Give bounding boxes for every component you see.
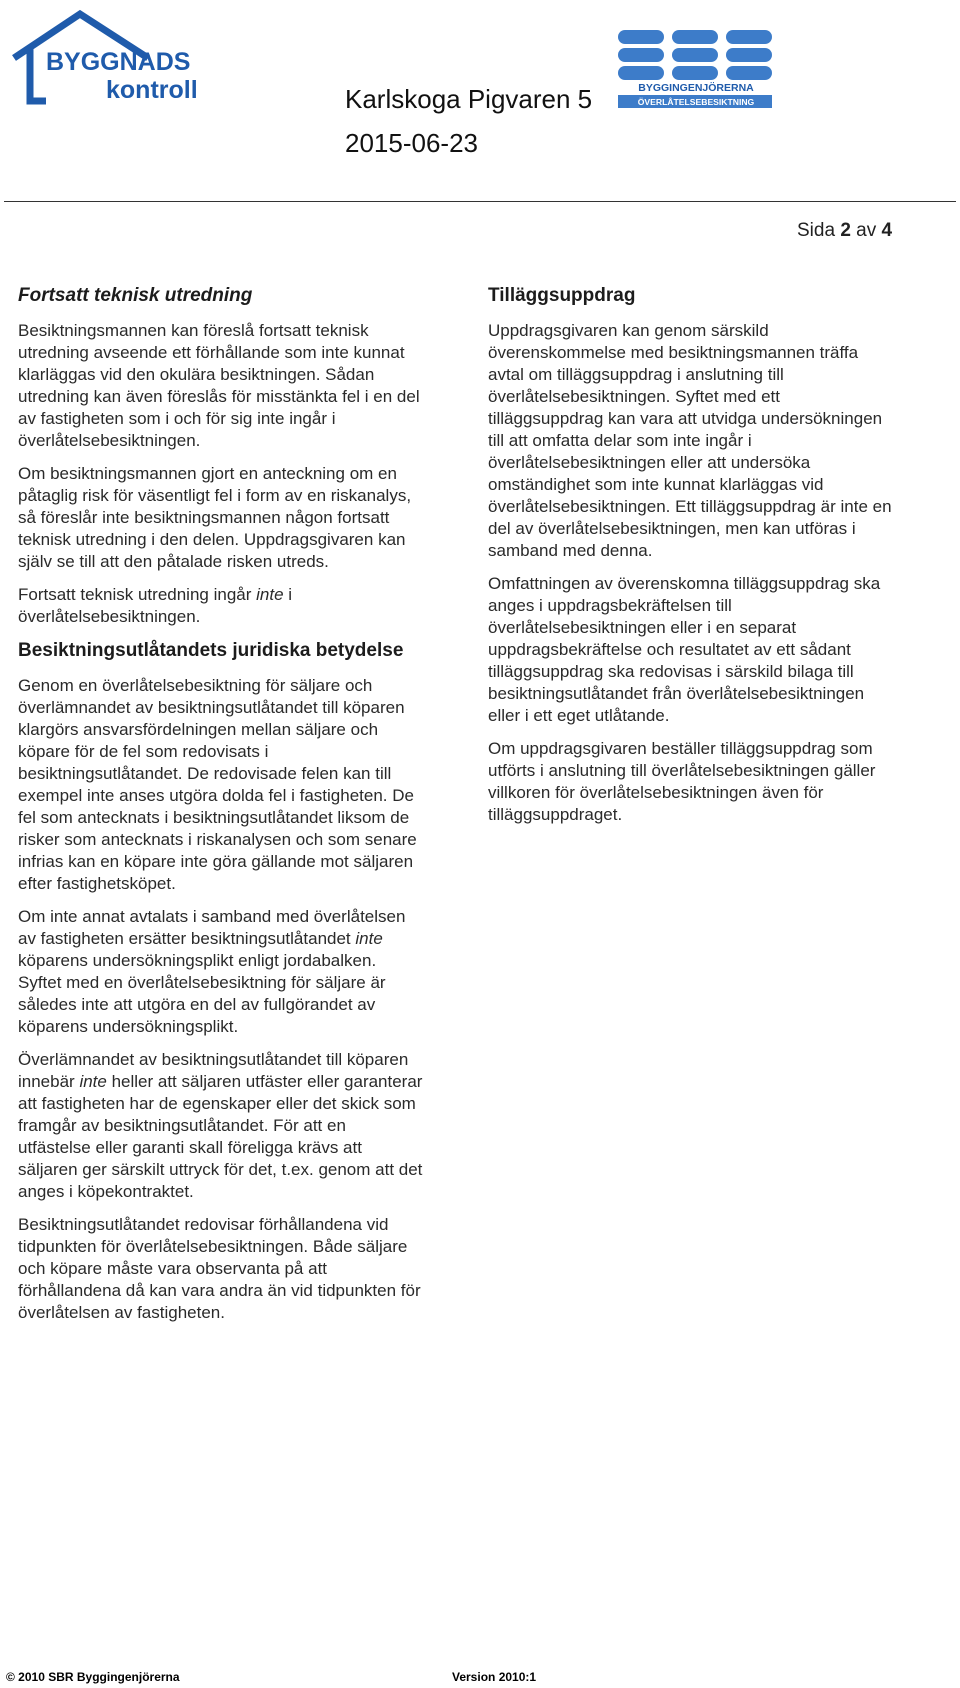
document-date: 2015-06-23 xyxy=(345,128,478,158)
footer-copyright: © 2010 SBR Byggingenjörerna xyxy=(6,1670,180,1684)
document-title: Karlskoga Pigvaren 5 xyxy=(345,84,593,114)
paragraph: Om besiktningsmannen gjort en anteckning om en påtaglig risk för väsentligt fel i form av en riskanalys, så föreslår inte besiktningsmannen någon fortsatt teknisk utredning i den delen. Uppdragsgivaren kan själv se till att den påtalade risken utreds. xyxy=(18,464,412,571)
sbr-logo xyxy=(616,28,776,112)
house-logo-icon xyxy=(8,6,218,106)
logo-text-overlatelsebesiktning: ÖVERLÅTELSEBESIKTNING xyxy=(637,97,755,107)
section-heading-juridiska-betydelse: Besiktningsutlåtandets juridiska betydelse xyxy=(18,640,404,661)
logo-text-kontroll: kontroll xyxy=(106,76,198,104)
page-number: Sida 2 av 4 xyxy=(797,220,893,241)
header-divider xyxy=(4,201,956,202)
byggnadskontroll-logo xyxy=(8,6,218,106)
paragraph: Överlämnandet av besiktningsutlåtandet till köparen innebär inte heller att säljaren utfäster eller garanterar att fastigheten har de egenskaper eller det skick som framgår av besiktningsutlåtandet. För att en utfästelse eller garanti skall föreligga krävs att säljaren ger särskilt uttryck för det, t.ex. genom att det anges i köpekontraktet. xyxy=(18,1050,423,1201)
paragraph: Om inte annat avtalats i samband med överlåtelsen av fastigheten ersätter besiktningsutlåtandet inte köparens undersökningsplikt enligt jordabalken. Syftet med en överlåtelsebesiktning för säljare är således inte att utgöra en del av fullgörandet av köparens undersökningsplikt. xyxy=(18,907,406,1036)
paragraph: Besiktningsmannen kan föreslå fortsatt teknisk utredning avseende ett förhållande som inte kunnat klarläggas vid den okulära besiktningen. Sådan utredning kan även föreslås för misstänkta fel i en del av fastigheten som i och för sig inte ingår i överlåtelsebesiktningen. xyxy=(18,321,420,450)
section-heading-tillaggsuppdrag: Tilläggsuppdrag xyxy=(488,285,636,306)
left-column xyxy=(18,284,423,1335)
paragraph: Omfattningen av överenskomna tilläggsuppdrag ska anges i uppdragsbekräftelsen till överlåtelsebesiktningen eller i en separat uppdragsbekräftelse och resultatet av ett sådant tilläggsuppdrag ska redovisas i särskild bilaga till besiktningsutlåtandet från överlåtelsebesiktningen eller i ett eget utlåtande. xyxy=(488,574,881,725)
paragraph: Besiktningsutlåtandet redovisar förhållandena vid tidpunkten för överlåtelsebesiktningen. Både säljare och köpare måste vara observanta på att förhållandena då kan vara andra än vid tidpunkten för överlåtelsen av fastigheten. xyxy=(18,1215,421,1322)
paragraph: Genom en överlåtelsebesiktning för säljare och överlämnandet av besiktningsutlåtandet till köparen klargörs ansvarsfördelningen mellan säljare och köpare för de fel som redovisats i besiktningsutlåtandet. De redovisade felen kan till exempel inte anses utgöra dolda fel i fastigheten. De fel som antecknats i besiktningsutlåtandet liksom de risker som antecknats i riskanalysen och som senare infrias kan en köpare inte göra gällande mot säljaren efter fastighetsköpet. xyxy=(18,676,417,893)
paragraph: Uppdragsgivaren kan genom särskild överenskommelse med besiktningsmannen träffa avtal om tilläggsuppdrag i anslutning till överlåtelsebesiktningen. Syftet med ett tilläggsuppdrag kan vara att utvidga undersökningen till att omfatta delar som inte ingår i överlåtelsebesiktningen eller att undersöka omständighet som inte kunnat klarläggas vid överlåtelsebesiktningen. Ett tilläggsuppdrag är inte en del av överlåtelsebesiktningen, men kan utföras i samband med denna. xyxy=(488,321,892,560)
sbr-letters-icon xyxy=(616,28,776,112)
footer-version: Version 2010:1 xyxy=(452,1670,537,1684)
section-heading-fortsatt-utredning: Fortsatt teknisk utredning xyxy=(18,285,253,306)
paragraph: Fortsatt teknisk utredning ingår inte i överlåtelsebesiktningen. xyxy=(18,585,293,626)
logo-text-byggnads: BYGGNADS xyxy=(46,48,191,76)
right-column xyxy=(488,284,898,837)
logo-text-byggingenjorerna: BYGGINGENJÖRERNA xyxy=(638,82,754,94)
paragraph: Om uppdragsgivaren beställer tilläggsuppdrag som utförts i anslutning till överlåtelsebesiktningen gäller villkoren för överlåtelsebesiktningen även för tilläggsuppdraget. xyxy=(488,739,876,824)
